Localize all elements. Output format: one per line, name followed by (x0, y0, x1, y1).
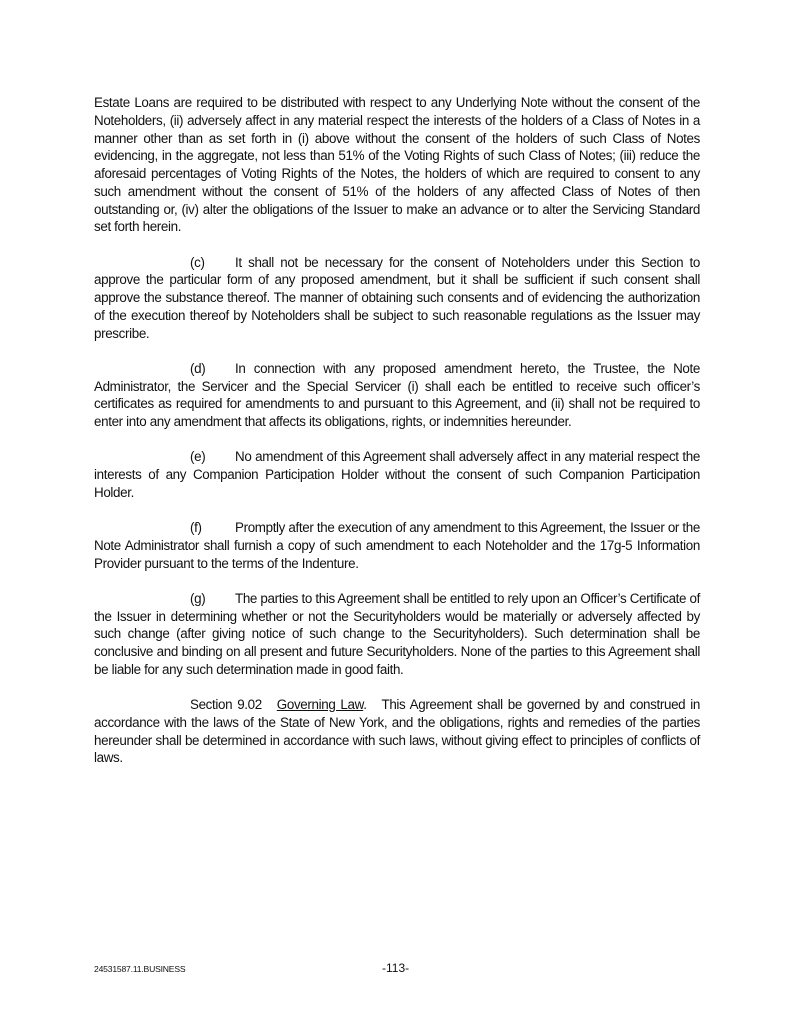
paragraph-g (94, 590, 700, 679)
paragraph-label: (c) (190, 254, 205, 270)
paragraph-e (94, 448, 700, 501)
footer-document-id: 24531587.11.BUSINESS (94, 964, 186, 974)
section-text: This Agreement shall be governed by and construed in accordance with the laws of the State of New York, and the obligations, rights and remedies of the parties hereunder shall be determined in accordance with such laws, without giving effect to principles of conflicts of laws. (94, 697, 700, 766)
section-number: Section 9.02 (190, 697, 262, 712)
paragraph-label: (e) (190, 449, 206, 465)
paragraph-text: It shall not be necessary for the consent of Noteholders under this Section to approve the particular form of any proposed amendment, but it shall be sufficient if such consent shall approve the substance thereof. The manner of obtaining such consents and of evidencing the authorization of the execution thereof by Noteholders shall be subject to such reasonable regulations as the Issuer may prescribe. (94, 254, 700, 341)
paragraph-text: The parties to this Agreement shall be entitled to rely upon an Officer’s Certificate of the Issuer in determining whether or not the Securityholders would be materially or adversely affected by such change (after giving notice of such change to the Securityholders). Such determination shall be conclusive and binding on all present and future Securityholders. None of the parties to this Agreement shall be liable for any such determination made in good faith. (94, 590, 700, 677)
paragraph-text: No amendment of this Agreement shall adversely affect in any material respect the interests of any Companion Participation Holder without the consent of such Companion Participation Holder. (94, 449, 700, 500)
paragraph-label: (f) (190, 520, 202, 535)
paragraph-c (94, 254, 700, 343)
footer-page-number: -113- (382, 961, 410, 975)
paragraph-text: Promptly after the execution of any amendment to this Agreement, the Issuer or the Note Administrator shall furnish a copy of such amendment to each Noteholder and the 17g-5 Information Provider pursuant to the terms of the Indenture. (94, 520, 700, 571)
paragraph-label: (d) (190, 360, 206, 376)
paragraph-d (94, 360, 700, 431)
section-heading: Governing Law (276, 697, 364, 712)
section-9-02 (94, 696, 700, 767)
document-body (94, 94, 700, 785)
paragraph-f (94, 519, 700, 572)
paragraph-text: In connection with any proposed amendment hereto, the Trustee, the Note Administrator, the Servicer and the Special Servicer (i) shall each be entitled to receive such officer’s certificates as required for amendments to and pursuant to this Agreement, and (ii) shall not be required to enter into any amendment that affects its obligations, rights, or indemnities hereunder. (94, 360, 700, 429)
paragraph-label: (g) (190, 590, 206, 606)
section-heading-suffix: . (363, 697, 367, 712)
paragraph-continuation: Estate Loans are required to be distributed with respect to any Underlying Note without the consent of the Noteholders, (ii) adversely affect in any material respect the interests of the holders of a Class of Notes in a manner other than as set forth in (i) above without the consent of the holders of such Class of Notes evidencing, in the aggregate, not less than 51% of the Voting Rights of such Class of Notes; (iii) reduce the aforesaid percentages of Voting Rights of the Notes, the holders of which are required to consent to any such amendment without the consent of 51% of the holders of any affected Class of Notes of then outstanding or, (iv) alter the obligations of the Issuer to make an advance or to alter the Servicing Standard set forth herein. (94, 95, 700, 235)
